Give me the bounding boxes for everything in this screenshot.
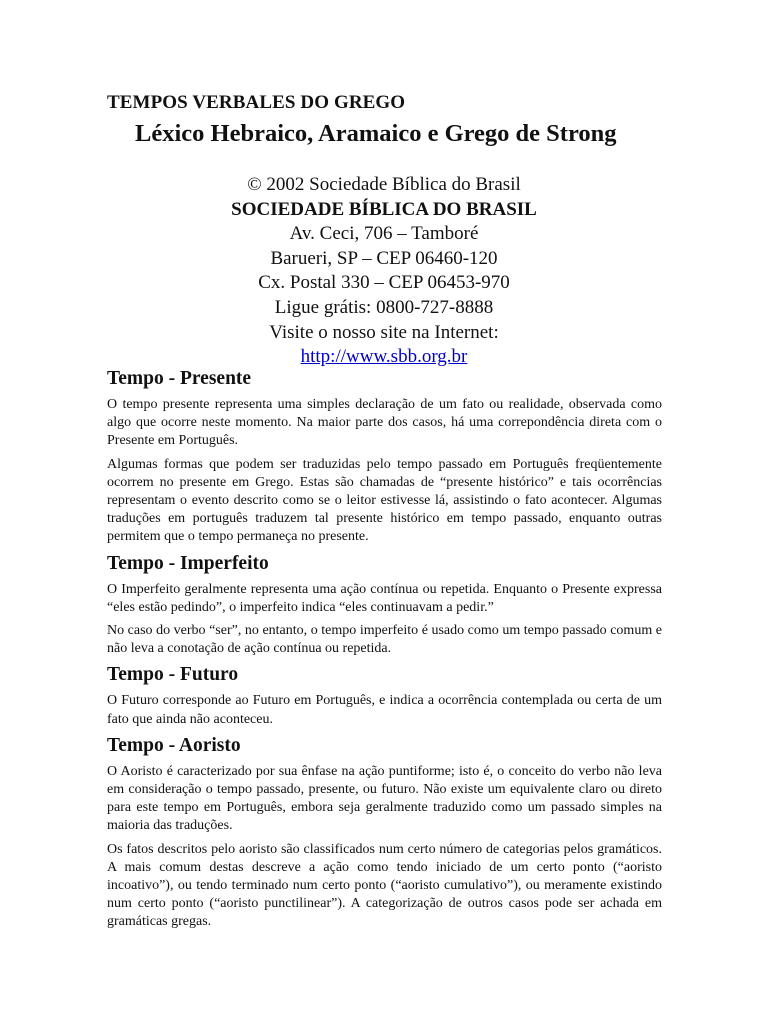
paragraph: No caso do verbo “ser”, no entanto, o tempo imperfeito é usado como um tempo passado comum e não leva a conotação de ação contínua ou repetida. xyxy=(107,623,662,657)
visit-line: Visite o nosso site na Internet: xyxy=(269,321,499,343)
website-link[interactable]: http://www.sbb.org.br xyxy=(300,346,468,368)
copyright-line: © 2002 Sociedade Bíblica do Brasil xyxy=(247,174,521,195)
section-presente xyxy=(107,367,662,547)
section-heading: Tempo - Futuro xyxy=(107,664,239,686)
publisher-block xyxy=(0,173,768,370)
document-content xyxy=(107,367,662,937)
paragraph: O tempo presente representa uma simples declaração de um fato ou realidade, observada como algo que ocorre neste momento. Na maior parte dos casos, há uma correpondência direta com o Presente em Português. xyxy=(107,397,662,449)
phone-line: Ligue grátis: 0800-727-8888 xyxy=(274,296,494,318)
section-futuro xyxy=(107,663,662,728)
section-heading: Tempo - Imperfeito xyxy=(107,552,269,574)
paragraph: Algumas formas que podem ser traduzidas pelo tempo passado em Português freqüentemente ocorrem no presente em Grego. Estas são chamadas de “presente histórico” e tais ocorrências representam o evento descrito como se o leitor estivesse lá, assistindo o fato acontecer. Algumas traduções em português traduzem tal presente histórico em tempo passado, enquanto outras permitem que o tempo permaneça no presente. xyxy=(107,456,662,545)
postal-line: Cx. Postal 330 – CEP 06453-970 xyxy=(258,272,510,294)
paragraph: Os fatos descritos pelo aoristo são classificados num certo número de categorias pelos gramáticos. A mais comum destas descreve a ação como tendo iniciado de um certo ponto (“aoristo incoativo”), ou tendo terminado num certo ponto (“aoristo cumulativo”), ou meramente existindo num certo ponto (“aoristo punctilinear”). A categorização de outros casos pode ser achada em gramáticas gregas. xyxy=(107,841,662,930)
publisher-name: SOCIEDADE BÍBLICA DO BRASIL xyxy=(231,198,537,220)
section-aoristo xyxy=(107,734,662,932)
section-heading: Tempo - Aoristo xyxy=(107,734,241,756)
section-imperfeito xyxy=(107,552,662,659)
address-line-1: Av. Ceci, 706 – Tamboré xyxy=(289,223,479,245)
document-title: Léxico Hebraico, Aramaico e Grego de Strong xyxy=(135,120,617,147)
paragraph: O Aoristo é caracterizado por sua ênfase na ação puntiforme; isto é, o conceito do verbo não leva em consideração o tempo passado, presente, ou futuro. Não existe um equivalente claro ou direto para este tempo em Português, embora seja geralmente traduzido como um passado simples na maioria das traduções. xyxy=(107,763,662,834)
document-kicker: TEMPOS VERBALES DO GREGO xyxy=(107,92,406,113)
paragraph: O Imperfeito geralmente representa uma ação contínua ou repetida. Enquanto o Presente expressa “eles estão pedindo”, o imperfeito indica “eles continuavam a pedir.” xyxy=(107,581,662,615)
address-line-2: Barueri, SP – CEP 06460-120 xyxy=(270,247,498,269)
section-heading: Tempo - Presente xyxy=(107,368,252,389)
paragraph: O Futuro corresponde ao Futuro em Português, e indica a ocorrência contemplada ou certa de um fato que ainda não aconteceu. xyxy=(107,693,662,727)
